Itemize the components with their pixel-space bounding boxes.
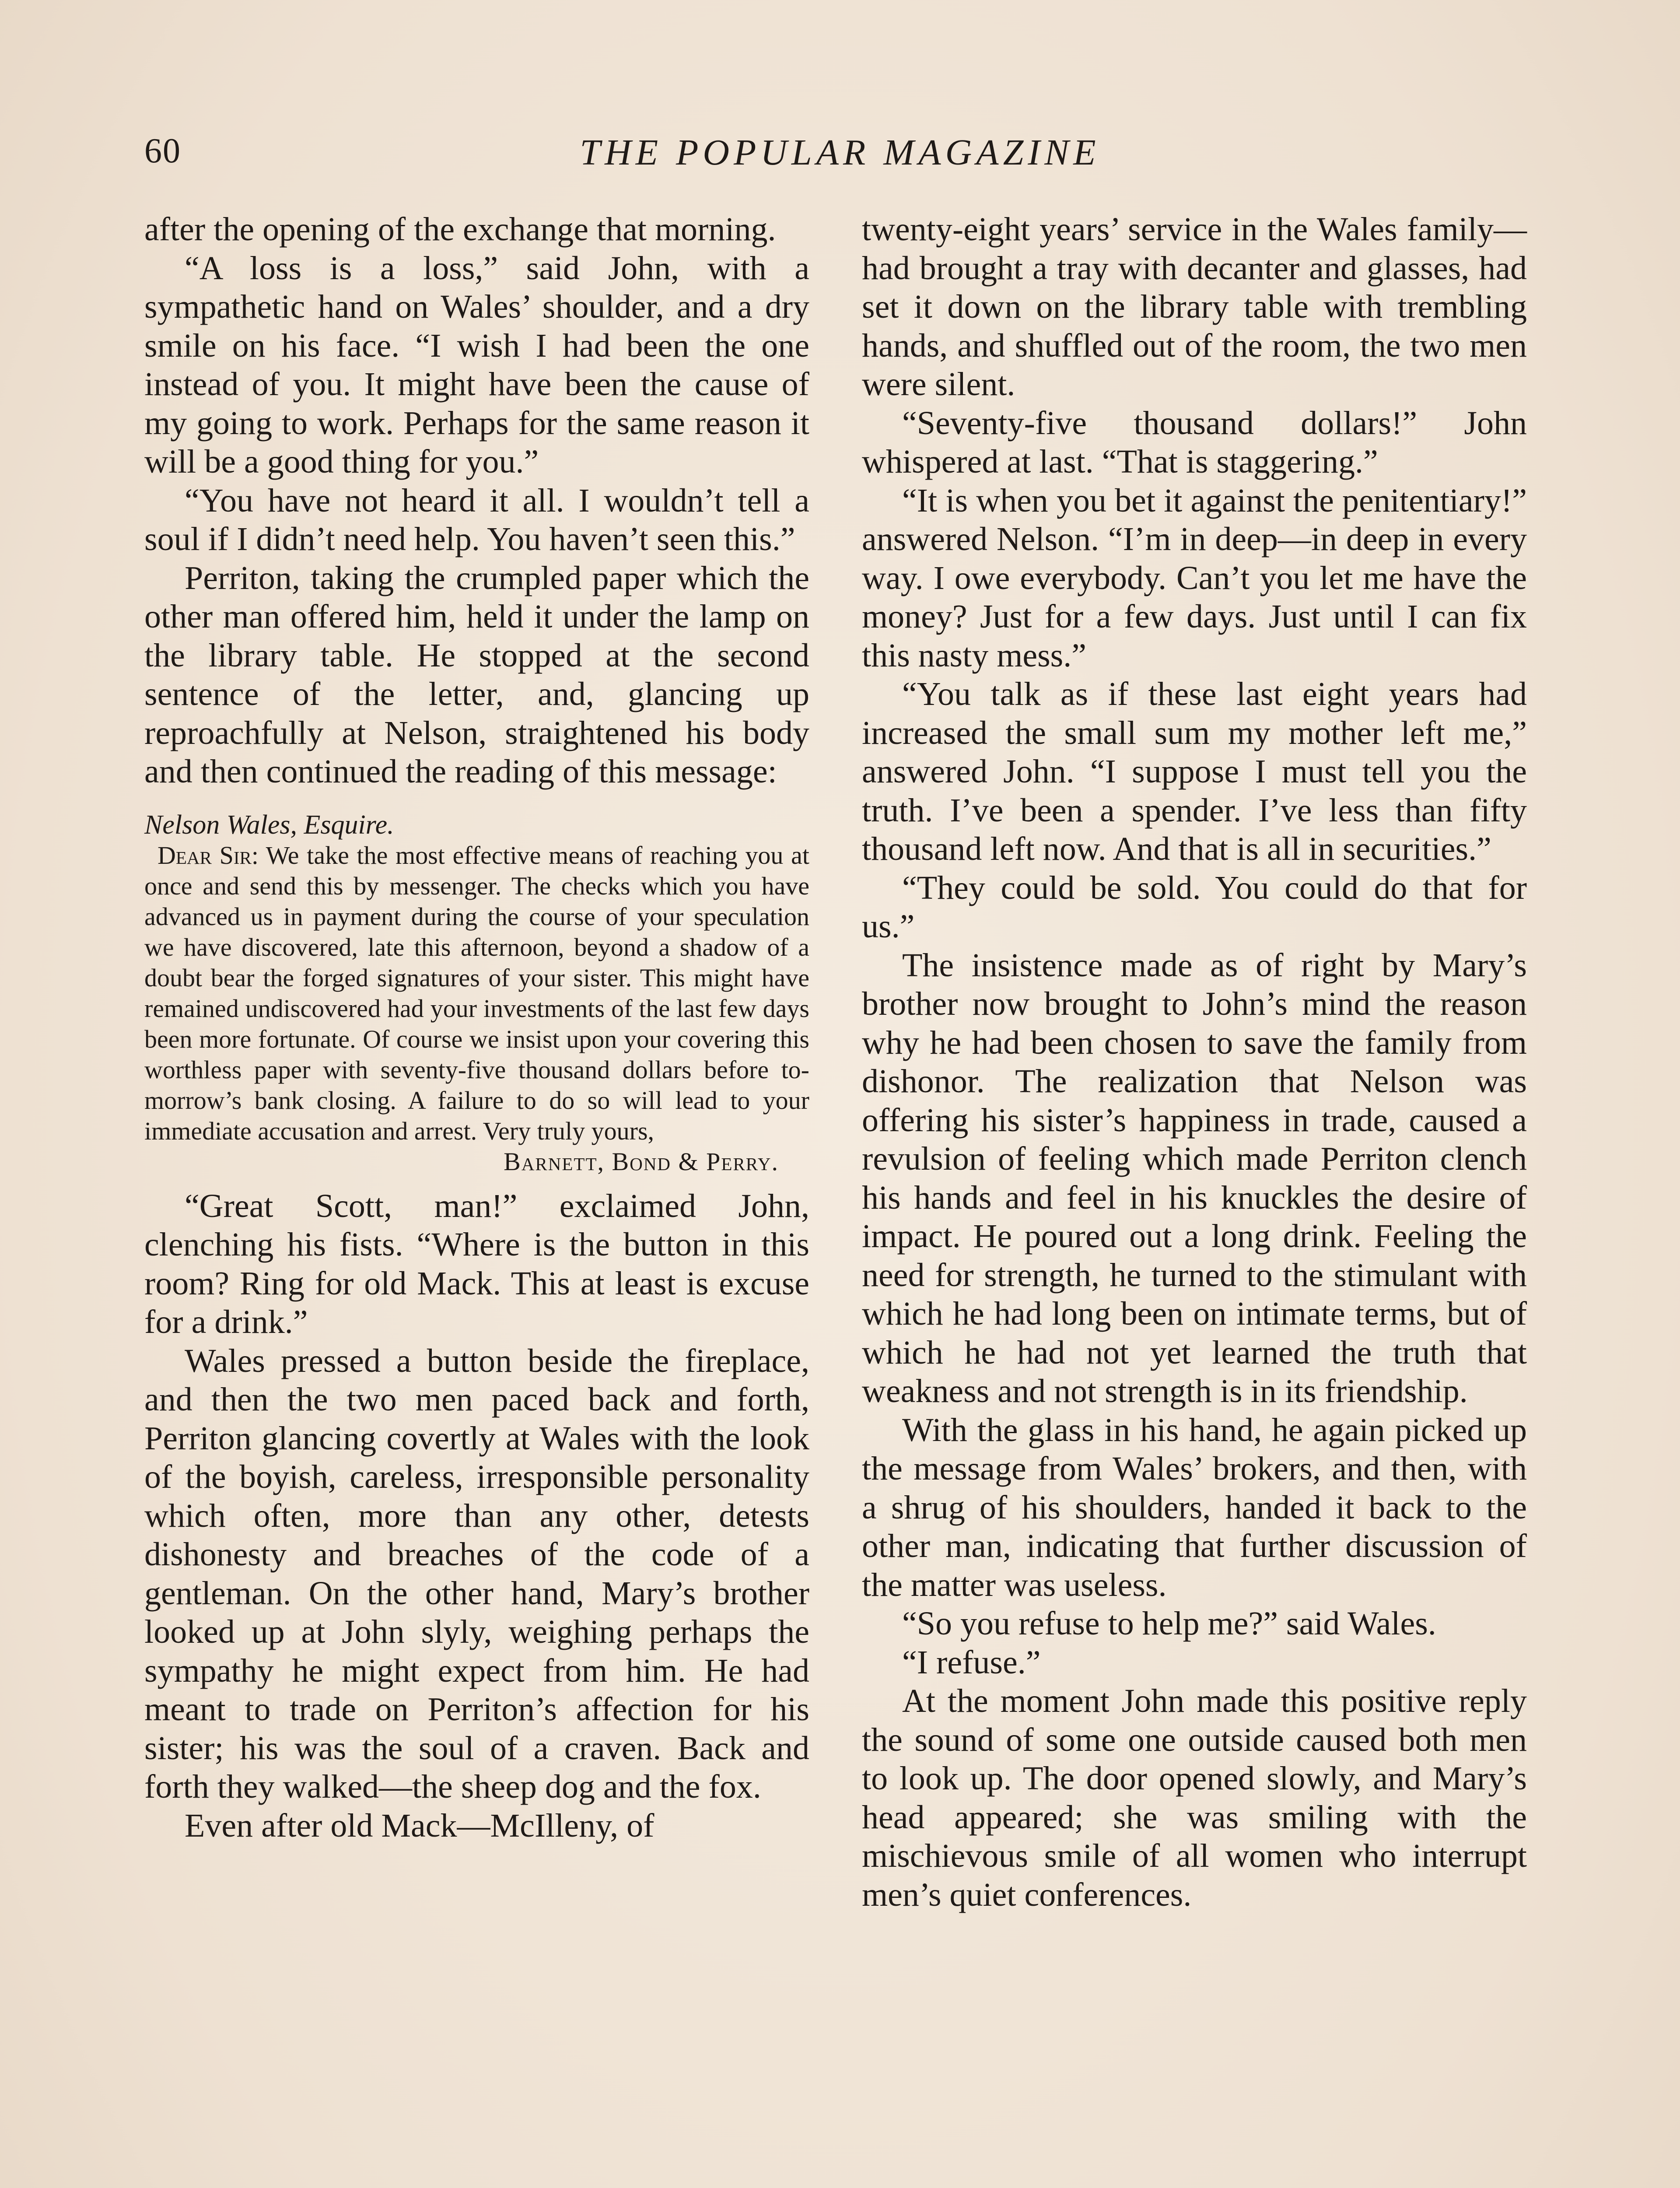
paragraph: “So you refuse to help me?” said Wales. [902, 1605, 1436, 1642]
quoted-letter [144, 810, 809, 1177]
paragraph: “It is when you bet it against the penitentiary!” answered Nelson. “I’m in deep—in deep in every way. I owe everybody. Can’t you let me have the money? Just for a few days. Just until I can fix this nasty mess.” [862, 482, 1527, 674]
paragraph: “A loss is a loss,” said John, with a sympathetic hand on Wales’ shoulder, and a dry smile on his face. “I wish I had been the one instead of you. It might have been the cause of my going to work. Perhaps for the same reason it will be a good thing for you.” [144, 249, 809, 480]
letter-addressee: Nelson Wales, Esquire. [144, 810, 394, 840]
running-head: THE POPULAR MAGAZINE [580, 132, 1100, 173]
letter-salutation: Dear Sir: [158, 841, 259, 870]
letter-body [144, 840, 809, 1147]
right-column [862, 210, 1527, 1914]
letter-signature: Barnett, Bond & Perry. [504, 1147, 779, 1176]
paragraph: “I refuse.” [902, 1644, 1041, 1681]
paragraph: after the opening of the exchange that morning. [144, 211, 776, 248]
paragraph: With the glass in his hand, he again picked up the message from Wales’ brokers, and then, with a shrug of his shoulders, handed it back to the other man, indicating that further discussion of the matter was useless. [862, 1411, 1527, 1603]
paragraph: At the moment John made this positive reply the sound of some one outside caused both men to look up. The door opened slowly, and Mary’s head appeared; she was smiling with the mischievous smile of all women who interrupt men’s quiet conferences. [862, 1683, 1527, 1913]
paragraph: “Seventy-five thousand dollars!” John whispered at last. “That is staggering.” [862, 404, 1527, 480]
paragraph: “They could be sold. You could do that for us.” [862, 869, 1527, 945]
paragraph: twenty-eight years’ service in the Wales family—had brought a tray with decanter and glasses, had set it down on the library table with trembling hands, and shuffled out of the room, the two men were silent. [862, 211, 1527, 403]
paragraph: “You talk as if these last eight years had increased the small sum my mother left me,” answered John. “I suppose I must tell you the truth. I’ve been a spender. I’ve less than fifty thousand left now. And that is all in securities.” [862, 676, 1527, 867]
paragraph: Perriton, taking the crumpled paper which the other man offered him, held it under the lamp on the library table. He stopped at the second sentence of the letter, and, glancing up reproachfully at Nelson, straightened his body and then continued the reading of this message: [144, 559, 809, 790]
paragraph: Even after old Mack—McIlleny, of [185, 1807, 654, 1844]
left-column [144, 210, 809, 1845]
paragraph: Wales pressed a button beside the fireplace, and then the two men paced back and forth, Perriton glancing covertly at Wales with the look of the boyish, careless, irresponsible personality which often, more than any other, detests dishonesty and breaches of the code of a gentleman. On the other hand, Mary’s brother looked up at John slyly, weighing perhaps the sympathy he might expect from him. He had meant to trade on Perriton’s affection for his sister; his was the soul of a craven. Back and forth they walked—the sheep dog and the fox. [144, 1342, 809, 1805]
page-header [140, 131, 1540, 179]
paragraph: “Great Scott, man!” exclaimed John, clenching his fists. “Where is the button in this room? Ring for old Mack. This at least is excuse for a drink.” [144, 1187, 809, 1340]
paragraph: The insistence made as of right by Mary’s brother now brought to John’s mind the reason why he had been chosen to save the family from dishonor. The realization that Nelson was offering his sister’s happiness in trade, caused a revulsion of feeling which made Perriton clench his hands and feel in his knuckles the desire of impact. He poured out a long drink. Feeling the need for strength, he turned to the stimulant with which he had long been on intimate terms, but of which he had not yet learned the truth that weakness and not strength is in its friendship. [862, 947, 1527, 1410]
letter-body-text: We take the most effective means of reaching you at once and send this by messenger. The checks which you have advanced us in payment during the course of your speculation we have discovered, late this afternoon, beyond a shadow of a doubt bear the forged signatures of your sister. This might have remained undiscovered had your investments of the last few days been more fortunate. Of course we insist upon your covering this worthless paper with seventy-five thousand dollars before to-morrow’s bank closing. A failure to do so will lead to your immediate accusation and arrest. Very truly yours, [144, 841, 809, 1145]
paragraph: “You have not heard it all. I wouldn’t tell a soul if I didn’t need help. You haven’t seen this.” [144, 482, 809, 558]
page-number: 60 [144, 132, 181, 170]
